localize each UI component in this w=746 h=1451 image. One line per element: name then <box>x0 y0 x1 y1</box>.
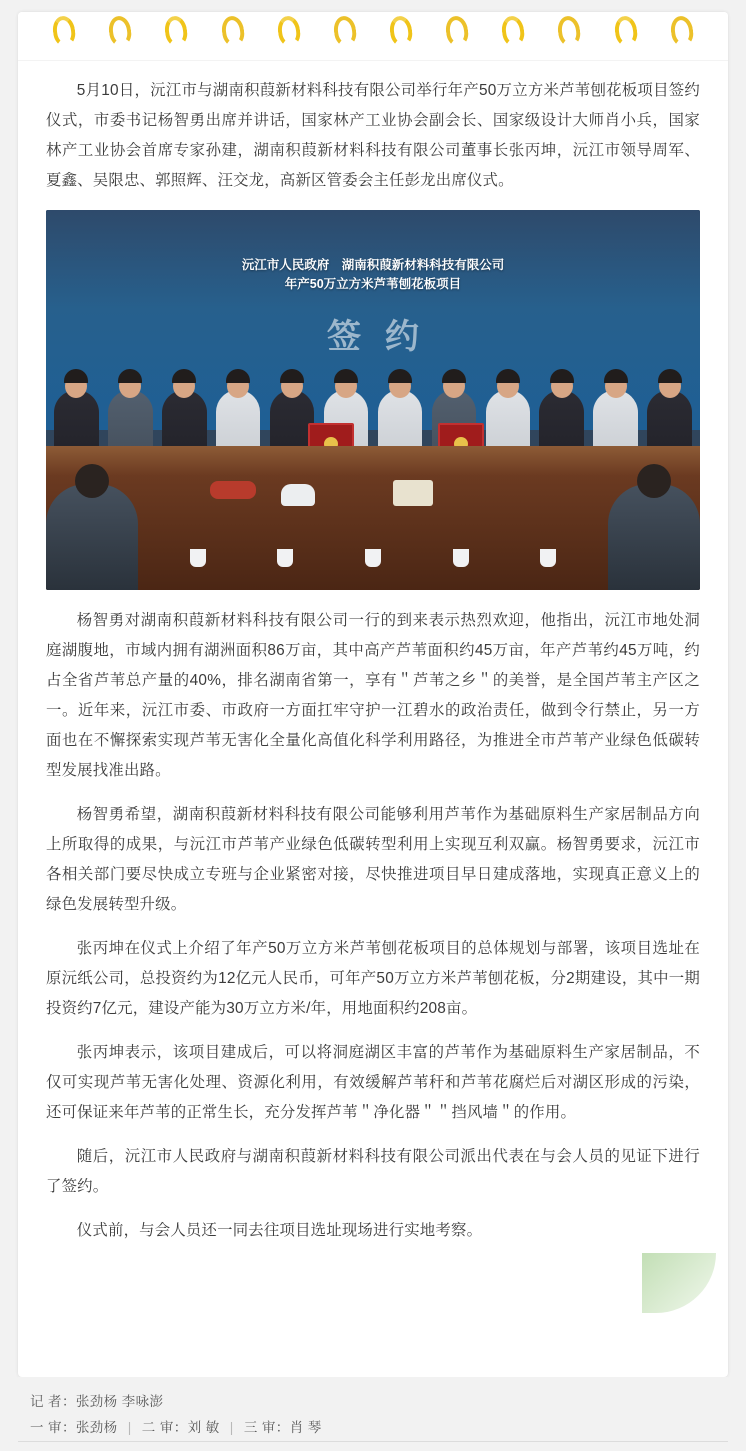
review-first: 一 审：张劲杨 <box>30 1420 118 1435</box>
article-paragraph: 杨智勇希望，湖南积葭新材料科技有限公司能够利用芦苇作为基础原料生产家居制品方向上所取得的成果，与沅江市芦苇产业绿色低碳转型利用上实现互利双赢。杨智勇要求，沅江市各相关部门要尽快成立专班与企业紧密对接，尽快推进项目早日建成落地，实现真正意义上的绿色发展转型升级。 <box>46 806 700 913</box>
article-paragraph: 仪式前，与会人员还一同去往项目选址现场进行实地考察。 <box>76 1222 483 1239</box>
binding-ring-icon <box>332 15 358 48</box>
photo-big-text: 签约 <box>327 317 443 356</box>
signing-ceremony-photo <box>46 210 700 590</box>
spiral-binding <box>18 12 728 61</box>
article-card <box>18 12 728 1377</box>
binding-ring-icon <box>613 15 639 48</box>
reporter-names: 张劲杨 李咏澎 <box>75 1394 164 1409</box>
binding-ring-icon <box>163 15 189 48</box>
reporter-line <box>30 1389 716 1415</box>
binding-ring-icon <box>444 15 470 48</box>
photo-banner-line2: 年产50万立方米芦苇刨花板项目 <box>284 276 462 291</box>
footer-divider <box>18 1441 728 1442</box>
reporter-label: 记 者： <box>30 1394 76 1409</box>
binding-ring-icon <box>557 15 583 48</box>
photo-seated-person <box>46 484 138 590</box>
article-content <box>18 60 728 1377</box>
photo-banner-text <box>164 256 583 294</box>
photo-seated-row <box>46 461 700 590</box>
photo-seated-person <box>608 484 700 590</box>
article-paragraph: 5月10日，沅江市与湖南积葭新材料科技有限公司举行年产50万立方米芦苇刨花板项目签约仪式，市委书记杨智勇出席并讲话，国家林产工业协会副会长、国家级设计大师肖小兵，国家林产工业协会首席专家孙建，湖南积葭新材料科技有限公司董事长张丙坤，沅江市领导周军、夏鑫、吴限忠、郭照辉、汪交龙，高新区管委会主任彭龙出席仪式。 <box>46 82 700 189</box>
binding-ring-icon <box>500 15 526 48</box>
review-third: 三 审：肖 琴 <box>243 1420 322 1435</box>
binding-ring-icon <box>276 15 302 48</box>
article-paragraph: 杨智勇对湖南积葭新材料科技有限公司一行的到来表示热烈欢迎，他指出，沅江市地处洞庭湖腹地，市域内拥有湖洲面积86万亩，其中高产芦苇面积约45万亩，年产芦苇约45万吨，约占全省芦苇总产量的40%，排名湖南省第一，享有＂芦苇之乡＂的美誉，是全国芦苇主产区之一。近年来，沅江市委、市政府一方面扛牢守护一江碧水的政治责任，做到令行禁止，另一方面也在不懈探索实现芦苇无害化全量化高值化科学利用路径，为推进全市芦苇产业绿色低碳转型发展找准出路。 <box>46 612 700 779</box>
binding-rings <box>18 12 728 60</box>
binding-ring-icon <box>669 15 695 48</box>
binding-ring-icon <box>220 15 246 48</box>
footer-separator: | <box>127 1420 132 1435</box>
article-paragraph: 张丙坤表示，该项目建成后，可以将洞庭湖区丰富的芦苇作为基础原料生产家居制品，不仅可实现芦苇无害化处理、资源化利用，有效缓解芦苇秆和芦苇花腐烂后对湖区形成的污染，还可保证来年芦苇的正常生长，充分发挥芦苇＂净化器＂＂挡风墙＂的作用。 <box>46 1044 700 1121</box>
article-footer <box>18 1377 728 1451</box>
review-line <box>30 1415 716 1441</box>
review-second: 二 审：刘 敏 <box>141 1420 220 1435</box>
article-paragraph: 随后，沅江市人民政府与湖南积葭新材料科技有限公司派出代表在与会人员的见证下进行了签约。 <box>46 1148 700 1195</box>
article-paragraph: 张丙坤在仪式上介绍了年产50万立方米芦苇刨花板项目的总体规划与部署，该项目选址在原沅纸公司，总投资约为12亿元人民币，可年产50万立方米芦苇刨花板，分2期建设，其中一期投资约7亿元，建设产能为30万立方米/年，用地面积约208亩。 <box>46 940 700 1017</box>
photo-banner-line1: 沅江市人民政府 湖南积葭新材料科技有限公司 <box>241 257 505 272</box>
binding-ring-icon <box>107 15 133 48</box>
binding-ring-icon <box>51 15 77 48</box>
footer-separator: | <box>229 1420 234 1435</box>
binding-ring-icon <box>388 15 414 48</box>
